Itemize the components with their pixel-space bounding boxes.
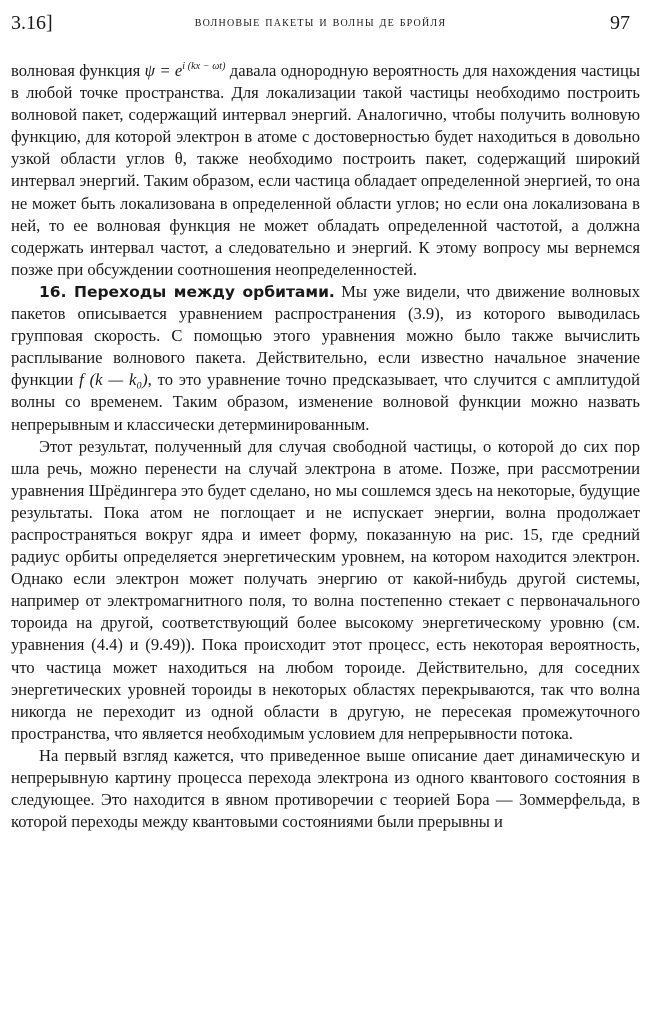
wave-function-formula: $\psi = e^{i (kx - \omega t)}$ — [144, 61, 226, 80]
paragraph-4: На первый взгляд кажется, что приведенное выше описание дает динамическую и непрерывную картину процесса перехода электрона из одного квантового состояния в следующее. Это находится в явном противоречии с теорией Бора — Зоммерфельда, в которой переходы между квантовыми состояниями были прерывны и — [11, 745, 640, 832]
initial-function-formula: f (k — k₀) — [79, 370, 148, 390]
paragraph-2: 16. Переходы между орбитами. Мы уже видели, что движение волновых пакетов описывается уравнением распространения (3.9), из которого выводилась групповая скорость. С помощью этого уравнения можно было также вычислить расплывание волнового пакета. Действительно, если известно начальное значение функции f (k — k₀), то это уравнение точно предсказывает, что случится с амплитудой волны со временем. Таким образом, изменение волновой функции можно назвать непрерывным и классически детерминированным. — [11, 281, 640, 434]
paragraph-1: волновая функция $\psi = e^{i (kx - \omega t)}$ давала однородную вероятность для нахождения частицы в любой точке пространства. Для локализации такой частицы необходимо построить волновой пакет, содержащий интервал энергий. Аналогично, чтобы получить волновую функцию, для которой электрон в атоме с достоверностью будет находиться в довольно узкой области углов θ, также необходимо построить пакет, содержащий широкий интервал энергий. Таким образом, если частица обладает определенной энергией, то она не может быть локализована в определенной области углов; но если она локализована в ней, то ее волновая функция не может обладать определенной частотой, а должна содержать интервал частот, а следовательно и энергий. К этому вопросу мы вернемся позже при обсуждении соотношения неопределенностей. — [11, 61, 641, 279]
paragraph-3: Этот результат, полученный для случая свободной частицы, о которой до сих пор шла речь, можно перенести на случай электрона в атоме. Позже, при рассмотрении уравнения Шрёдингера это будет сделано, но мы сошлемся здесь на некоторые, будущие результаты. Пока атом не поглощает и не испускает энергии, волна продолжает распространяться вокруг ядра и имеет форму, показанную на рис. 15, где средний радиус орбиты определяется энергетическим уровнем, на котором находится электрон. Однако если электрон может получать энергию от какой-нибудь другой системы, например от электромагнитного поля, то волна постепенно стекает с первоначального тороида на другой, соответствующий более высокому энергетическому уровню (см. уравнения (4.4) и (9.49)). Пока происходит этот процесс, есть некоторая вероятность, что частица может находиться на любом тороиде. Действительно, для соседних энергетических уровней тороиды в некоторых областях перекрываются, так что волна никогда не переходит из одной области в другую, не пересекая промежуточного пространства, что является необходимым условием для непрерывности потока. — [11, 436, 640, 743]
running-header — [11, 12, 630, 42]
section-heading: 16. Переходы между орбитами. — [39, 282, 335, 301]
page-number: 97 — [610, 12, 630, 34]
running-title: волновые пакеты и волны де бройля — [194, 14, 447, 30]
section-reference: 3.16] — [11, 12, 53, 34]
page-body — [11, 60, 640, 833]
